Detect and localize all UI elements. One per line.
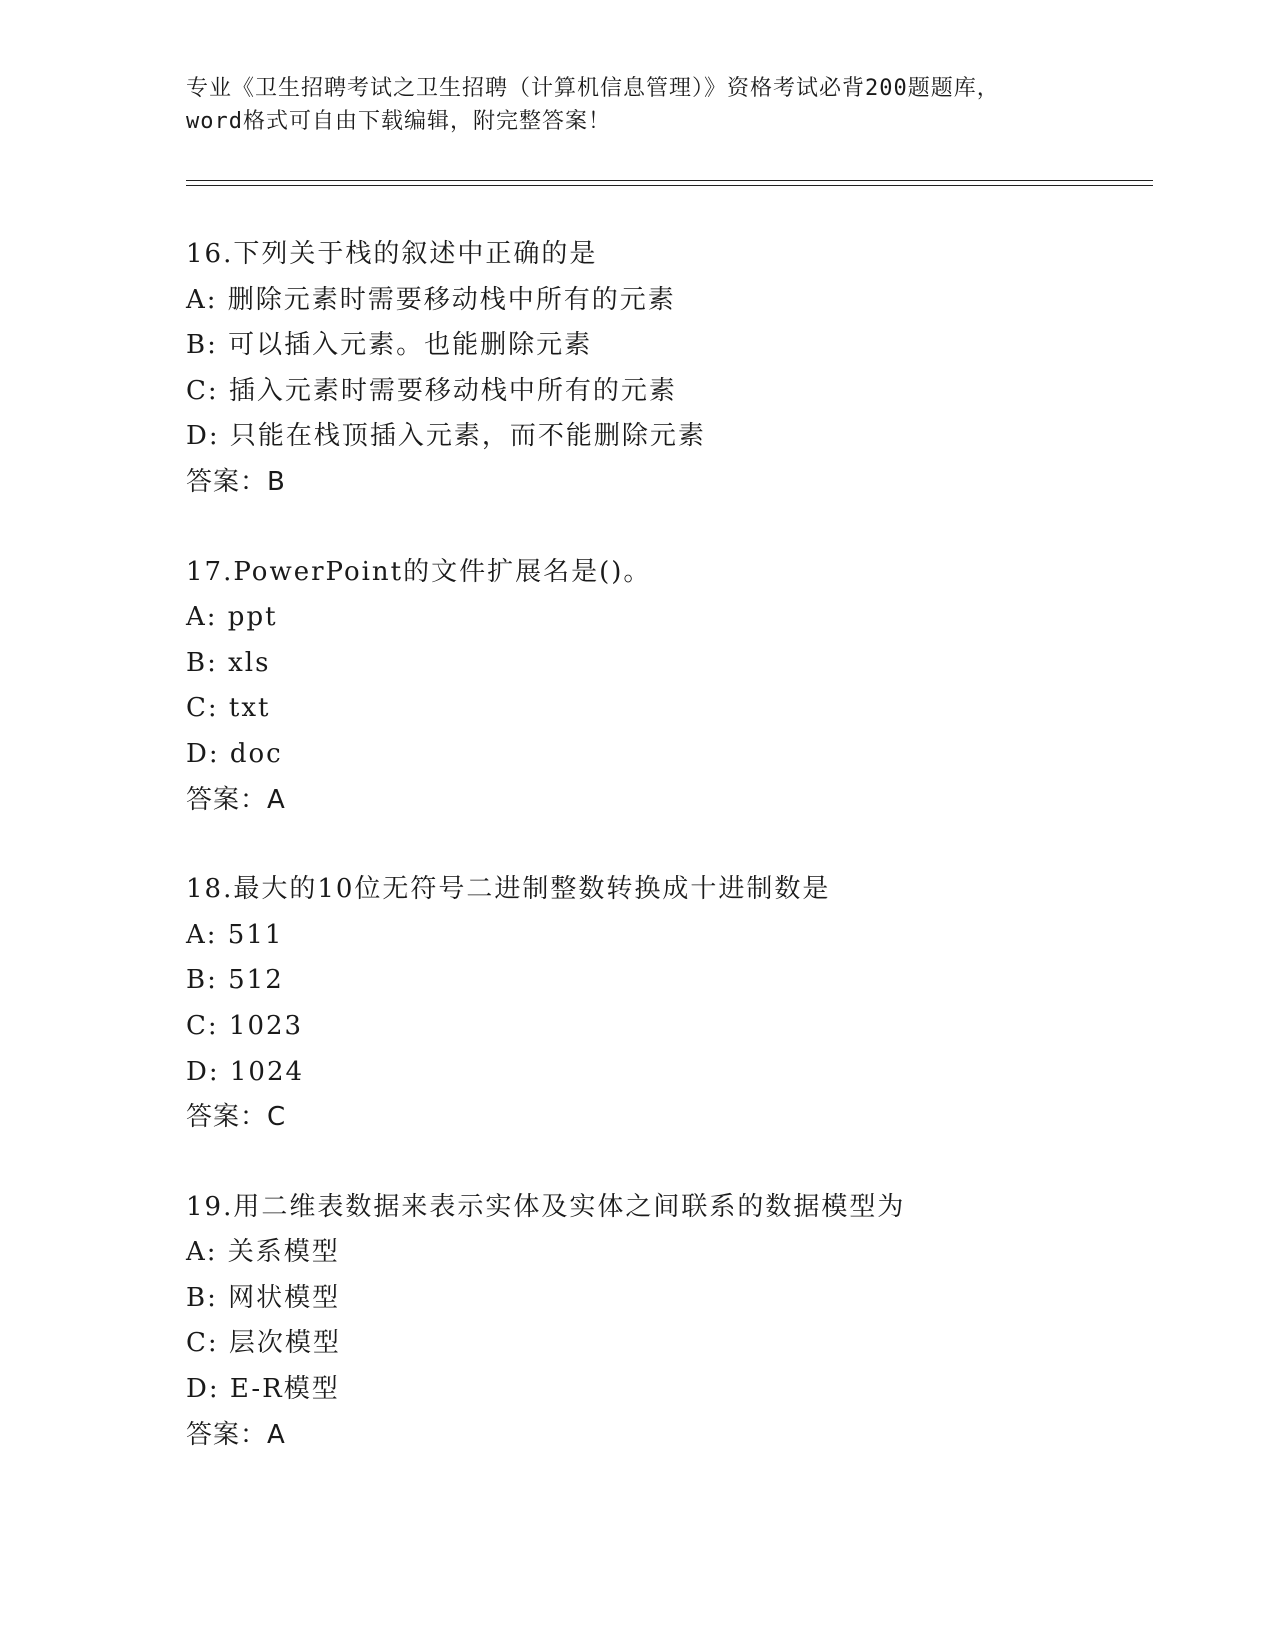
option-a: A: 关系模型 [186,1237,340,1268]
option-b: B: xls [186,647,271,678]
option-c: C: 1023 [186,1010,304,1041]
option-d: D: 1024 [186,1056,305,1087]
header-line-1: 专业《卫生招聘考试之卫生招聘（计算机信息管理）》资格考试必背200题题库， [186,76,1000,101]
option-b: B: 512 [186,965,284,996]
header-line-2: word格式可自由下载编辑，附完整答案！ [186,109,611,134]
option-b: B: 可以插入元素。也能删除元素 [186,330,593,361]
question-stem: 18.最大的10位无符号二进制整数转换成十进制数是 [186,874,831,905]
option-d: D: 只能在栈顶插入元素，而不能删除元素 [186,421,706,452]
question-19 [186,1185,1146,1459]
answer-line: 答案：A [186,784,286,815]
question-stem: 17.PowerPoint的文件扩展名是()。 [186,556,652,587]
question-list [186,232,1146,1502]
option-c: C: txt [186,693,271,724]
question-stem: 16.下列关于栈的叙述中正确的是 [186,239,598,269]
question-18 [186,867,1146,1141]
header-rule-bottom [186,185,1153,186]
option-d: D: E-R模型 [186,1374,340,1405]
answer-line: 答案：B [186,466,286,497]
option-a: A: ppt [186,602,278,633]
document-header [186,72,1086,138]
header-rule-top [186,180,1153,181]
question-stem: 19.用二维表数据来表示实体及实体之间联系的数据模型为 [186,1191,906,1222]
option-c: C: 插入元素时需要移动栈中所有的元素 [186,375,677,406]
option-a: A: 511 [186,919,284,950]
question-17 [186,550,1146,824]
question-16 [186,232,1146,506]
option-a: A: 删除元素时需要移动栈中所有的元素 [186,284,676,315]
answer-line: 答案：C [186,1102,287,1133]
option-b: B: 网状模型 [186,1282,341,1313]
answer-line: 答案：A [186,1419,286,1450]
option-c: C: 层次模型 [186,1328,341,1359]
option-d: D: doc [186,738,283,769]
